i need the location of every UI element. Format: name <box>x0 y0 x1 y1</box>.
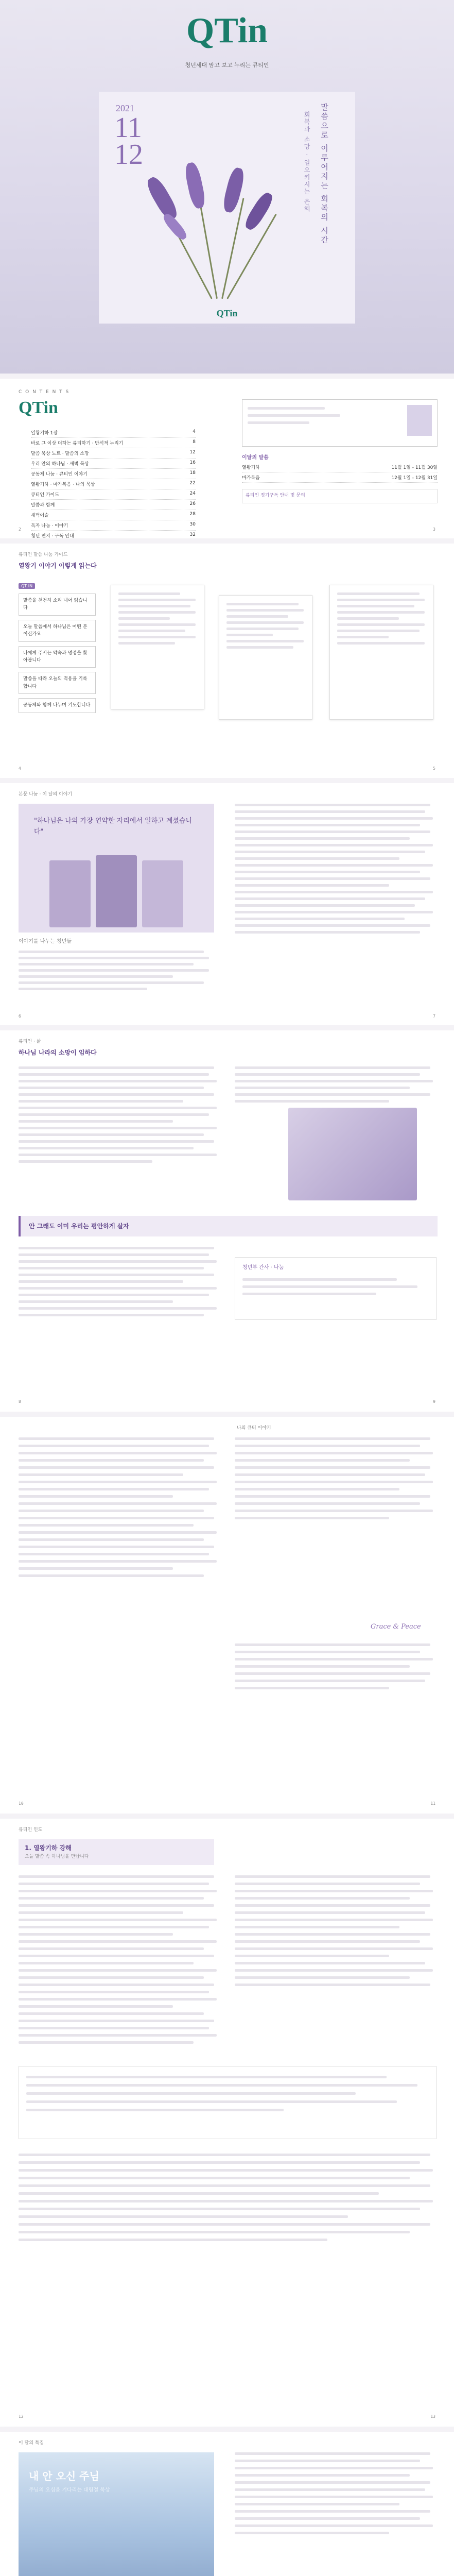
guide-doc-1 <box>111 585 204 709</box>
toc-item[interactable]: 열왕기하 · 마가복음 · 나의 묵상 22 <box>31 479 196 489</box>
guide-sidebar <box>19 580 96 717</box>
lecture-page <box>0 1819 454 2427</box>
guide-doc-2 <box>219 595 312 720</box>
page-number: 3 <box>433 527 435 532</box>
guide-bullet: 말씀을 천천히 소리 내어 읽습니다 <box>19 594 96 616</box>
lecture-note-box <box>19 2066 436 2139</box>
guide-bullet: 오늘 말씀에서 하나님은 어떤 분이신가요 <box>19 620 96 642</box>
myqt-signature: Grace & Peace <box>371 1623 421 1631</box>
myqt-body-left <box>19 1437 219 1582</box>
page-number: 13 <box>430 2414 435 2419</box>
guide-bullet: 공동체와 함께 나누며 기도합니다 <box>19 698 96 713</box>
cover-logo: QTin <box>186 11 268 50</box>
page-number: 7 <box>433 1014 435 1019</box>
guide-doc-3 <box>329 585 433 720</box>
toc-list <box>31 428 196 538</box>
toc-page <box>0 379 454 538</box>
toc-right-row: 열왕기하 11월 1일 - 11월 30일 <box>242 462 438 472</box>
page-number: 4 <box>19 766 21 771</box>
story-caption: 이야기를 나누는 청년들 <box>19 939 72 944</box>
cover-months: 11 12 <box>114 112 143 171</box>
story-body-right <box>235 804 435 938</box>
guide-header: 큐티인 말씀 나눔 가이드 <box>19 552 68 557</box>
story-page <box>0 783 454 1025</box>
toc-item[interactable]: 열왕기하 1장 4 <box>31 428 196 438</box>
toc-item[interactable]: 말씀과 함께 26 <box>31 500 196 510</box>
lecture-header: 큐티인 인도 <box>19 1827 43 1833</box>
cover-year: 2021 <box>116 103 134 113</box>
cover-vertical-sub: 회복과 소망 · 일으키시는 은혜 <box>303 111 310 213</box>
toc-item[interactable]: 바로 그 이상 더하는 큐티하기 · 반석적 누리기 8 <box>31 438 196 448</box>
feature-sub: 주님의 오심을 기다리는 대림절 묵상 <box>29 2487 110 2493</box>
toc-right-heading: 이달의 말씀 <box>242 455 269 461</box>
toc-right-row: 마가복음 12월 1일 - 12월 31일 <box>242 472 438 483</box>
myqt-page <box>0 1417 454 1814</box>
page-number: 2 <box>19 527 21 532</box>
life-mid-title: 안 그래도 이미 우리는 평안하게 살자 <box>29 1223 129 1230</box>
guide-bullet: 나에게 주시는 약속과 명령을 찾아봅니다 <box>19 646 96 668</box>
cover-page <box>0 0 454 374</box>
life-author-box <box>235 1257 436 1320</box>
life-body-left <box>19 1066 219 1167</box>
page-number: 10 <box>19 1801 24 1806</box>
life-photo <box>288 1108 417 1200</box>
page-number: 6 <box>19 1014 21 1019</box>
toc-logo: QTin <box>19 398 58 417</box>
lecture-subtitle: 오늘 말씀 속 하나님을 만납니다 <box>25 1854 89 1859</box>
story-person-photo <box>49 860 91 927</box>
toc-item[interactable]: 청년 편지 · 구독 안내 32 <box>31 531 196 538</box>
toc-item[interactable]: 공동체 나눔 · 큐티인 이야기 18 <box>31 469 196 479</box>
story-person-photo <box>96 855 137 927</box>
guide-side-label: QT IN <box>19 583 35 589</box>
story-header: 본문 나눔 · 이 달의 이야기 <box>19 792 73 797</box>
myqt-body-right <box>235 1437 435 1524</box>
myqt-lower-right <box>235 1643 435 1694</box>
toc-right-box <box>242 399 438 447</box>
guide-page <box>0 544 454 778</box>
story-person-photo <box>142 860 183 927</box>
feature-body-right <box>235 2452 435 2539</box>
toc-item[interactable]: 말씀 묵상 노트 · 말씀의 소망 12 <box>31 448 196 459</box>
feature-header: 이 달의 특집 <box>19 2441 44 2446</box>
toc-item[interactable]: 우리 안의 하나님 · 새벽 묵상 16 <box>31 459 196 469</box>
life-header: 큐티인 · 삶 <box>19 1039 41 1044</box>
life-body-right <box>235 1066 435 1107</box>
story-body-left <box>19 951 214 994</box>
toc-item[interactable]: 독자 나눔 · 이야기 30 <box>31 520 196 531</box>
myqt-header: 나의 큐티 이야기 <box>237 1426 271 1431</box>
lecture-body-right <box>235 1875 435 1991</box>
life-title: 하나님 나라의 소망이 임하다 <box>19 1049 97 1056</box>
cover-vertical-title: 말씀으로 이루어지는 회복의 시간 <box>320 103 329 245</box>
lecture-title-box <box>19 1839 214 1865</box>
life-mid-band <box>19 1216 438 1236</box>
life-body-lower <box>19 1247 219 1320</box>
page-number: 8 <box>19 1399 21 1404</box>
feature-hero <box>19 2452 214 2576</box>
toc-notice[interactable]: 큐티인 정기구독 안내 및 문의 <box>242 489 438 503</box>
lavender-illustration <box>134 155 288 309</box>
cover-small-logo: QTin <box>216 308 238 318</box>
lecture-title: 1. 열왕기하 강해 <box>25 1844 72 1852</box>
guide-title: 열왕기 이야기 이렇게 읽는다 <box>19 562 97 569</box>
story-quote: "하나님은 나의 가장 연약한 자리에서 일하고 계셨습니다" <box>34 817 193 836</box>
story-photo-band <box>19 804 214 933</box>
toc-label: C O N T E N T S <box>19 389 70 395</box>
feature-title: 내 안 오신 주님 <box>29 2470 99 2482</box>
toc-item[interactable]: 새벽이슬 28 <box>31 510 196 520</box>
page-number: 9 <box>433 1399 435 1404</box>
life-page <box>0 1030 454 1412</box>
guide-bullet: 말씀을 따라 오늘의 적용을 기록합니다 <box>19 672 96 694</box>
page-number: 12 <box>19 2414 24 2419</box>
lecture-body-lower <box>19 2154 435 2246</box>
life-author: 청년부 간사 · 나눔 <box>242 1265 284 1270</box>
toc-item[interactable]: 큐티인 가이드 24 <box>31 489 196 500</box>
feature-page <box>0 2432 454 2576</box>
page-number: 11 <box>430 1801 435 1806</box>
toc-right-panel <box>242 399 438 503</box>
cover-tagline: 청년세대 맘고 보고 누리는 큐티인 <box>185 62 269 69</box>
lecture-body-left <box>19 1875 219 2048</box>
page-number: 5 <box>433 766 435 771</box>
toc-book-thumb <box>407 405 432 436</box>
